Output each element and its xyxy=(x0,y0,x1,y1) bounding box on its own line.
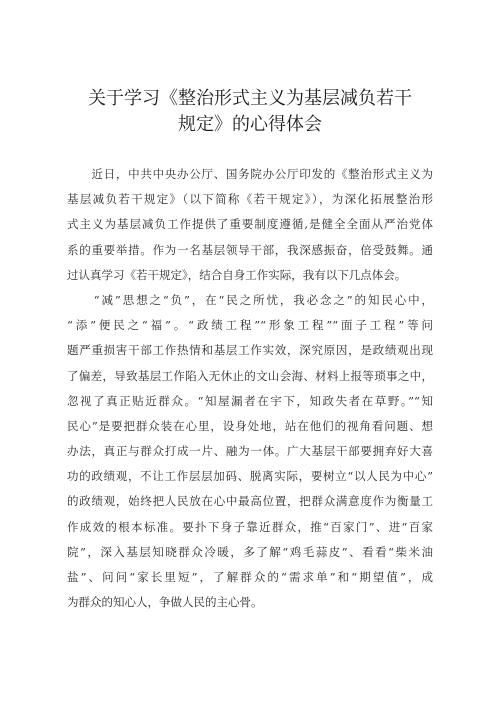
text-line: 式主义为基层减负工作提供了重要制度遵循,是健全全面从严治党体 xyxy=(67,217,433,232)
document-title xyxy=(60,86,440,138)
text-line: “减”思想之“负”，在“民之所忧，我必念之”的知民心中， xyxy=(67,292,433,307)
text-line: 作成效的根本标准。要扑下身子靠近群众，推“百家门”、进“百家 xyxy=(67,519,433,534)
text-line: 盐”、问问“家长里短”，了解群众的“需求单”和“期望值”，成 xyxy=(67,570,433,584)
text-line: 办法，真正与群众打成一片、融为一体。广大基层干部要拥弃好大喜 xyxy=(67,444,433,459)
paragraph-point-one xyxy=(67,288,433,615)
text-line: 过认真学习《若干规定》，结合自身工作实际，我有以下几点体会。 xyxy=(67,267,407,282)
text-line: 了偏差，导致基层工作陷入无休止的文山会海、材料上报等琐事之中， xyxy=(67,368,433,383)
text-line: 题严重损害干部工作热情和基层工作实效，深究原因，是政绩观出现 xyxy=(67,343,433,358)
text-line: 系的重要举措。作为一名基层领导干部，我深感振奋，倍受鼓舞。通 xyxy=(67,242,433,257)
text-line: 的政绩观，始终把人民放在心中最高位置，把群众满意度作为衡量工 xyxy=(67,494,433,509)
title-line: 规定》的心得体会 xyxy=(178,114,322,135)
text-line: 忽视了真正贴近群众。“知屋漏者在宇下，知政失者在草野。”“知 xyxy=(67,393,433,408)
text-line: 基层减负若干规定》（以下简称《若干规定》），为深化拓展整治形 xyxy=(67,192,433,207)
text-line: 功的政绩观，不让工作层层加码、脱离实际，要树立“以人民为中心” xyxy=(67,469,433,484)
text-line: 院”，深入基层知晓群众冷暖，多了解“鸡毛蒜皮”、看看“柴米油 xyxy=(67,544,433,559)
title-line: 关于学习《整治形式主义为基层减负若干 xyxy=(88,88,412,109)
text-line: “添”便民之“福”。“政绩工程”“形象工程”“面子工程”等问 xyxy=(67,318,433,333)
paragraph-intro xyxy=(67,162,433,288)
text-line: 近日，中共中央办公厅、国务院办公厅印发的《整治形式主义为 xyxy=(67,167,433,181)
text-line: 为群众的知心人，争做人民的主心骨。 xyxy=(67,595,263,610)
document-body xyxy=(67,162,433,615)
text-line: 民心”是要把群众装在心里，设身处地，站在他们的视角看问题、想 xyxy=(67,418,433,433)
